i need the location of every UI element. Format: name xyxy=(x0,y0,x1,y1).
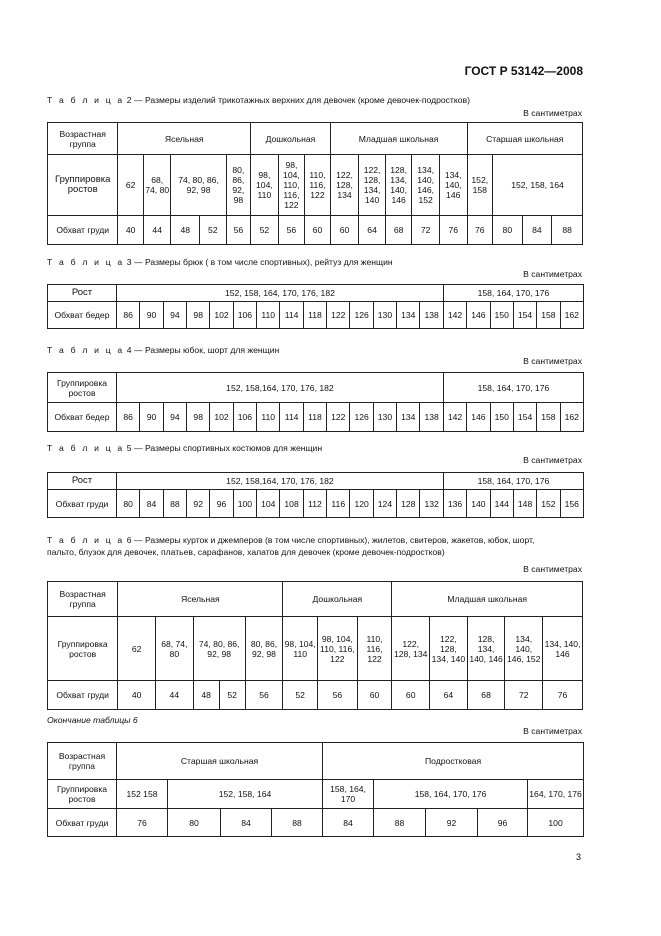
value-cell: 138 xyxy=(420,302,443,329)
height-cell: 110, 116, 122 xyxy=(305,155,331,216)
value-cell: 142 xyxy=(443,403,466,432)
unit-label: В сантиметрах xyxy=(523,356,582,366)
value-cell: 152 xyxy=(537,490,560,518)
height-cell: 98, 104, 110 xyxy=(283,617,318,681)
value-cell: 104 xyxy=(257,490,280,518)
value-cell: 86 xyxy=(117,302,140,329)
height-cell: 80, 86, 92, 98 xyxy=(245,617,283,681)
height-cell: 152, 158, 164 xyxy=(493,155,583,216)
value-cell: 154 xyxy=(513,403,536,432)
height-cell: 134, 140, 146 xyxy=(543,617,583,681)
value-cell: 60 xyxy=(330,216,359,245)
document-header: ГОСТ Р 53142—2008 xyxy=(464,64,583,78)
value-cell: 126 xyxy=(350,403,373,432)
value-cell: 156 xyxy=(560,490,583,518)
table-row xyxy=(48,490,584,518)
value-cell: 110 xyxy=(257,302,280,329)
row-label: Обхват груди xyxy=(48,809,117,837)
value-cell: 80 xyxy=(493,216,523,245)
value-cell: 98 xyxy=(187,302,210,329)
value-cell: 52 xyxy=(251,216,279,245)
table-2-caption: Т а б л и ц а 2 — Размеры изделий трикотажных верхних для девочек (кроме девочек-подростков) xyxy=(47,95,470,105)
row-label: Возрастная группа xyxy=(48,123,118,155)
value-cell: 110 xyxy=(257,403,280,432)
value-cell: 138 xyxy=(420,403,443,432)
value-cell: 60 xyxy=(357,681,392,710)
value-cell: 48 xyxy=(171,216,200,245)
height-cell: 62 xyxy=(118,155,144,216)
value-cell: 60 xyxy=(305,216,331,245)
value-cell: 150 xyxy=(490,302,513,329)
value-cell: 158 xyxy=(537,403,560,432)
table-row xyxy=(48,681,583,710)
group-cell: Ясельная xyxy=(118,582,283,617)
group-cell: 158, 164, 170, 176 xyxy=(443,285,583,302)
table-row xyxy=(48,473,584,490)
value-cell: 140 xyxy=(467,490,490,518)
table-row xyxy=(48,582,583,617)
value-cell: 84 xyxy=(221,809,272,837)
value-cell: 122 xyxy=(327,403,350,432)
value-cell: 76 xyxy=(467,216,493,245)
row-label: Рост xyxy=(48,285,117,302)
row-label: Обхват бедер xyxy=(48,403,117,432)
value-cell: 44 xyxy=(143,216,171,245)
value-cell: 144 xyxy=(490,490,513,518)
value-cell: 64 xyxy=(359,216,386,245)
value-cell: 100 xyxy=(528,809,584,837)
value-cell: 68 xyxy=(467,681,505,710)
value-cell: 52 xyxy=(200,216,227,245)
height-cell: 110, 116, 122 xyxy=(357,617,392,681)
value-cell: 142 xyxy=(443,302,466,329)
value-cell: 108 xyxy=(280,490,303,518)
value-cell: 96 xyxy=(478,809,528,837)
height-cell: 98, 104, 110, 116, 122 xyxy=(278,155,305,216)
value-cell: 72 xyxy=(505,681,543,710)
table-4 xyxy=(47,372,584,432)
page-number: 3 xyxy=(575,852,581,862)
value-cell: 122 xyxy=(327,302,350,329)
table-6-caption-line2: пальто, блузок для девочек, платьев, сарафанов, халатов для девочек (кроме девочек-подростков) xyxy=(47,547,445,557)
table-5 xyxy=(47,472,584,518)
value-cell: 102 xyxy=(210,403,233,432)
height-cell: 128, 134, 140, 146 xyxy=(467,617,505,681)
value-cell: 162 xyxy=(560,403,583,432)
height-cell: 134, 140, 146, 152 xyxy=(412,155,440,216)
value-cell: 68 xyxy=(385,216,412,245)
group-cell: 152, 158, 164, 170, 176, 182 xyxy=(117,285,444,302)
group-cell: Ясельная xyxy=(118,123,251,155)
value-cell: 80 xyxy=(168,809,221,837)
value-cell: 146 xyxy=(467,302,490,329)
value-cell: 44 xyxy=(155,681,193,710)
value-cell: 124 xyxy=(373,490,396,518)
value-cell: 56 xyxy=(226,216,251,245)
value-cell: 94 xyxy=(163,403,186,432)
height-cell: 152, 158 xyxy=(467,155,493,216)
table-row xyxy=(48,155,583,216)
value-cell: 148 xyxy=(513,490,536,518)
table-4-caption: Т а б л и ц а 4 — Размеры юбок, шорт для женщин xyxy=(47,345,280,355)
value-cell: 76 xyxy=(117,809,168,837)
value-cell: 92 xyxy=(187,490,210,518)
value-cell: 92 xyxy=(426,809,478,837)
table-6-ending xyxy=(47,742,584,837)
value-cell: 88 xyxy=(163,490,186,518)
value-cell: 84 xyxy=(140,490,163,518)
group-cell: Дошкольная xyxy=(251,123,331,155)
value-cell: 134 xyxy=(397,302,420,329)
height-cell: 98, 104, 110 xyxy=(251,155,279,216)
value-cell: 112 xyxy=(303,490,326,518)
value-cell: 126 xyxy=(350,302,373,329)
value-cell: 130 xyxy=(373,403,396,432)
height-cell: 122, 128, 134 xyxy=(392,617,430,681)
group-cell: Старшая школьная xyxy=(467,123,582,155)
table-2 xyxy=(47,122,583,245)
row-label: Обхват груди xyxy=(48,681,118,710)
value-cell: 118 xyxy=(303,302,326,329)
value-cell: 40 xyxy=(118,681,156,710)
value-cell: 116 xyxy=(327,490,350,518)
value-cell: 158 xyxy=(537,302,560,329)
value-cell: 130 xyxy=(373,302,396,329)
table-6 xyxy=(47,581,583,710)
value-cell: 88 xyxy=(272,809,323,837)
height-cell: 128, 134, 140, 146 xyxy=(385,155,412,216)
value-cell: 56 xyxy=(317,681,357,710)
value-cell: 88 xyxy=(552,216,583,245)
value-cell: 88 xyxy=(374,809,426,837)
value-cell: 162 xyxy=(560,302,583,329)
value-cell: 120 xyxy=(350,490,373,518)
value-cell: 72 xyxy=(412,216,440,245)
value-cell: 84 xyxy=(522,216,552,245)
value-cell: 60 xyxy=(392,681,430,710)
height-cell: 68, 74, 80 xyxy=(143,155,171,216)
value-cell: 94 xyxy=(163,302,186,329)
height-cell: 122, 128, 134, 140 xyxy=(430,617,468,681)
value-cell: 136 xyxy=(443,490,466,518)
table-row xyxy=(48,809,584,837)
unit-label: В сантиметрах xyxy=(523,726,582,736)
table-3 xyxy=(47,284,584,329)
table-row xyxy=(48,123,583,155)
row-label: Рост xyxy=(48,473,117,490)
value-cell: 52 xyxy=(227,690,237,700)
height-cell: 74, 80, 86, 92, 98 xyxy=(193,617,245,681)
row-label: Обхват бедер xyxy=(48,302,117,329)
value-cell: 40 xyxy=(118,216,144,245)
table-row xyxy=(48,285,584,302)
row-label: Группировка ростов xyxy=(48,780,117,809)
unit-label: В сантиметрах xyxy=(523,564,582,574)
height-cell: 122, 128, 134, 140 xyxy=(359,155,386,216)
table-6-caption: Т а б л и ц а 6 — Размеры курток и джемперов (в том числе спортивных), жилетов, свитеров, жакетов, юбок, шорт, xyxy=(47,535,535,545)
height-cell: 98, 104, 110, 116, 122 xyxy=(317,617,357,681)
value-cell: 134 xyxy=(397,403,420,432)
value-cell: 102 xyxy=(210,302,233,329)
unit-label: В сантиметрах xyxy=(523,455,582,465)
value-cell: 106 xyxy=(233,302,256,329)
row-label: Возрастная группа xyxy=(48,743,117,780)
height-cell: 74, 80, 86, 92, 98 xyxy=(171,155,226,216)
value-cell: 128 xyxy=(397,490,420,518)
row-label: Обхват груди xyxy=(48,216,118,245)
group-cell: 158, 164, 170, 176 xyxy=(443,373,583,403)
value-cell: 56 xyxy=(278,216,305,245)
group-cell: 152, 158,164, 170, 176, 182 xyxy=(117,373,444,403)
row-label: Возрастная группа xyxy=(48,582,118,617)
value-cell: 100 xyxy=(233,490,256,518)
group-cell: Старшая школьная xyxy=(117,743,323,780)
group-cell: Дошкольная xyxy=(283,582,392,617)
row-label: Обхват груди xyxy=(48,490,117,518)
height-cell: 134, 140, 146, 152 xyxy=(505,617,543,681)
value-cell: 48 xyxy=(194,681,220,709)
value-cell: 80 xyxy=(117,490,140,518)
group-cell: 152, 158,164, 170, 176, 182 xyxy=(117,473,444,490)
height-cell: 122, 128, 134 xyxy=(330,155,359,216)
table-row xyxy=(48,403,584,432)
row-label: Группировка ростов xyxy=(48,617,118,681)
value-cell: 132 xyxy=(420,490,443,518)
row-label: Группировка ростов xyxy=(48,155,118,216)
group-cell: Младшая школьная xyxy=(330,123,467,155)
table-row xyxy=(48,743,584,780)
height-cell: 152, 158, 164 xyxy=(168,780,323,809)
value-cell: 150 xyxy=(490,403,513,432)
table-3-caption: Т а б л и ц а 3 — Размеры брюк ( в том числе спортивных), рейтуз для женщин xyxy=(47,257,393,267)
value-cell: 114 xyxy=(280,302,303,329)
value-cell: 118 xyxy=(303,403,326,432)
height-cell: 62 xyxy=(118,617,156,681)
value-cell: 98 xyxy=(187,403,210,432)
table-row xyxy=(48,373,584,403)
table-row xyxy=(48,216,583,245)
table-row xyxy=(48,780,584,809)
height-cell: 158, 164, 170, 176 xyxy=(374,780,528,809)
table-6-end-caption: Окончание таблицы 6 xyxy=(47,715,138,725)
value-cell: 96 xyxy=(210,490,233,518)
height-cell: 158, 164, 170 xyxy=(323,780,374,809)
value-cell: 106 xyxy=(233,403,256,432)
table-row xyxy=(48,617,583,681)
value-cell: 114 xyxy=(280,403,303,432)
height-cell: 80, 86, 92, 98 xyxy=(226,155,251,216)
value-cell: 154 xyxy=(513,302,536,329)
value-cell: 146 xyxy=(467,403,490,432)
value-cell: 76 xyxy=(439,216,467,245)
height-cell: 164, 170, 176 xyxy=(528,780,584,809)
group-cell: Подростковая xyxy=(323,743,584,780)
row-label: Группировка ростов xyxy=(48,373,117,403)
table-row xyxy=(48,302,584,329)
value-cell: 52 xyxy=(283,681,318,710)
group-cell: 158, 164, 170, 176 xyxy=(443,473,583,490)
unit-label: В сантиметрах xyxy=(523,108,582,118)
height-cell: 68, 74, 80 xyxy=(155,617,193,681)
value-cell: 84 xyxy=(323,809,374,837)
value-cell: 56 xyxy=(245,681,283,710)
table-5-caption: Т а б л и ц а 5 — Размеры спортивных костюмов для женщин xyxy=(47,443,323,453)
height-cell: 152 158 xyxy=(117,780,168,809)
value-cell: 64 xyxy=(430,681,468,710)
value-cell: 76 xyxy=(543,681,583,710)
group-cell: Младшая школьная xyxy=(392,582,583,617)
value-cell: 90 xyxy=(140,302,163,329)
value-cell: 90 xyxy=(140,403,163,432)
unit-label: В сантиметрах xyxy=(523,269,582,279)
value-cell: 86 xyxy=(117,403,140,432)
height-cell: 134, 140, 146 xyxy=(439,155,467,216)
